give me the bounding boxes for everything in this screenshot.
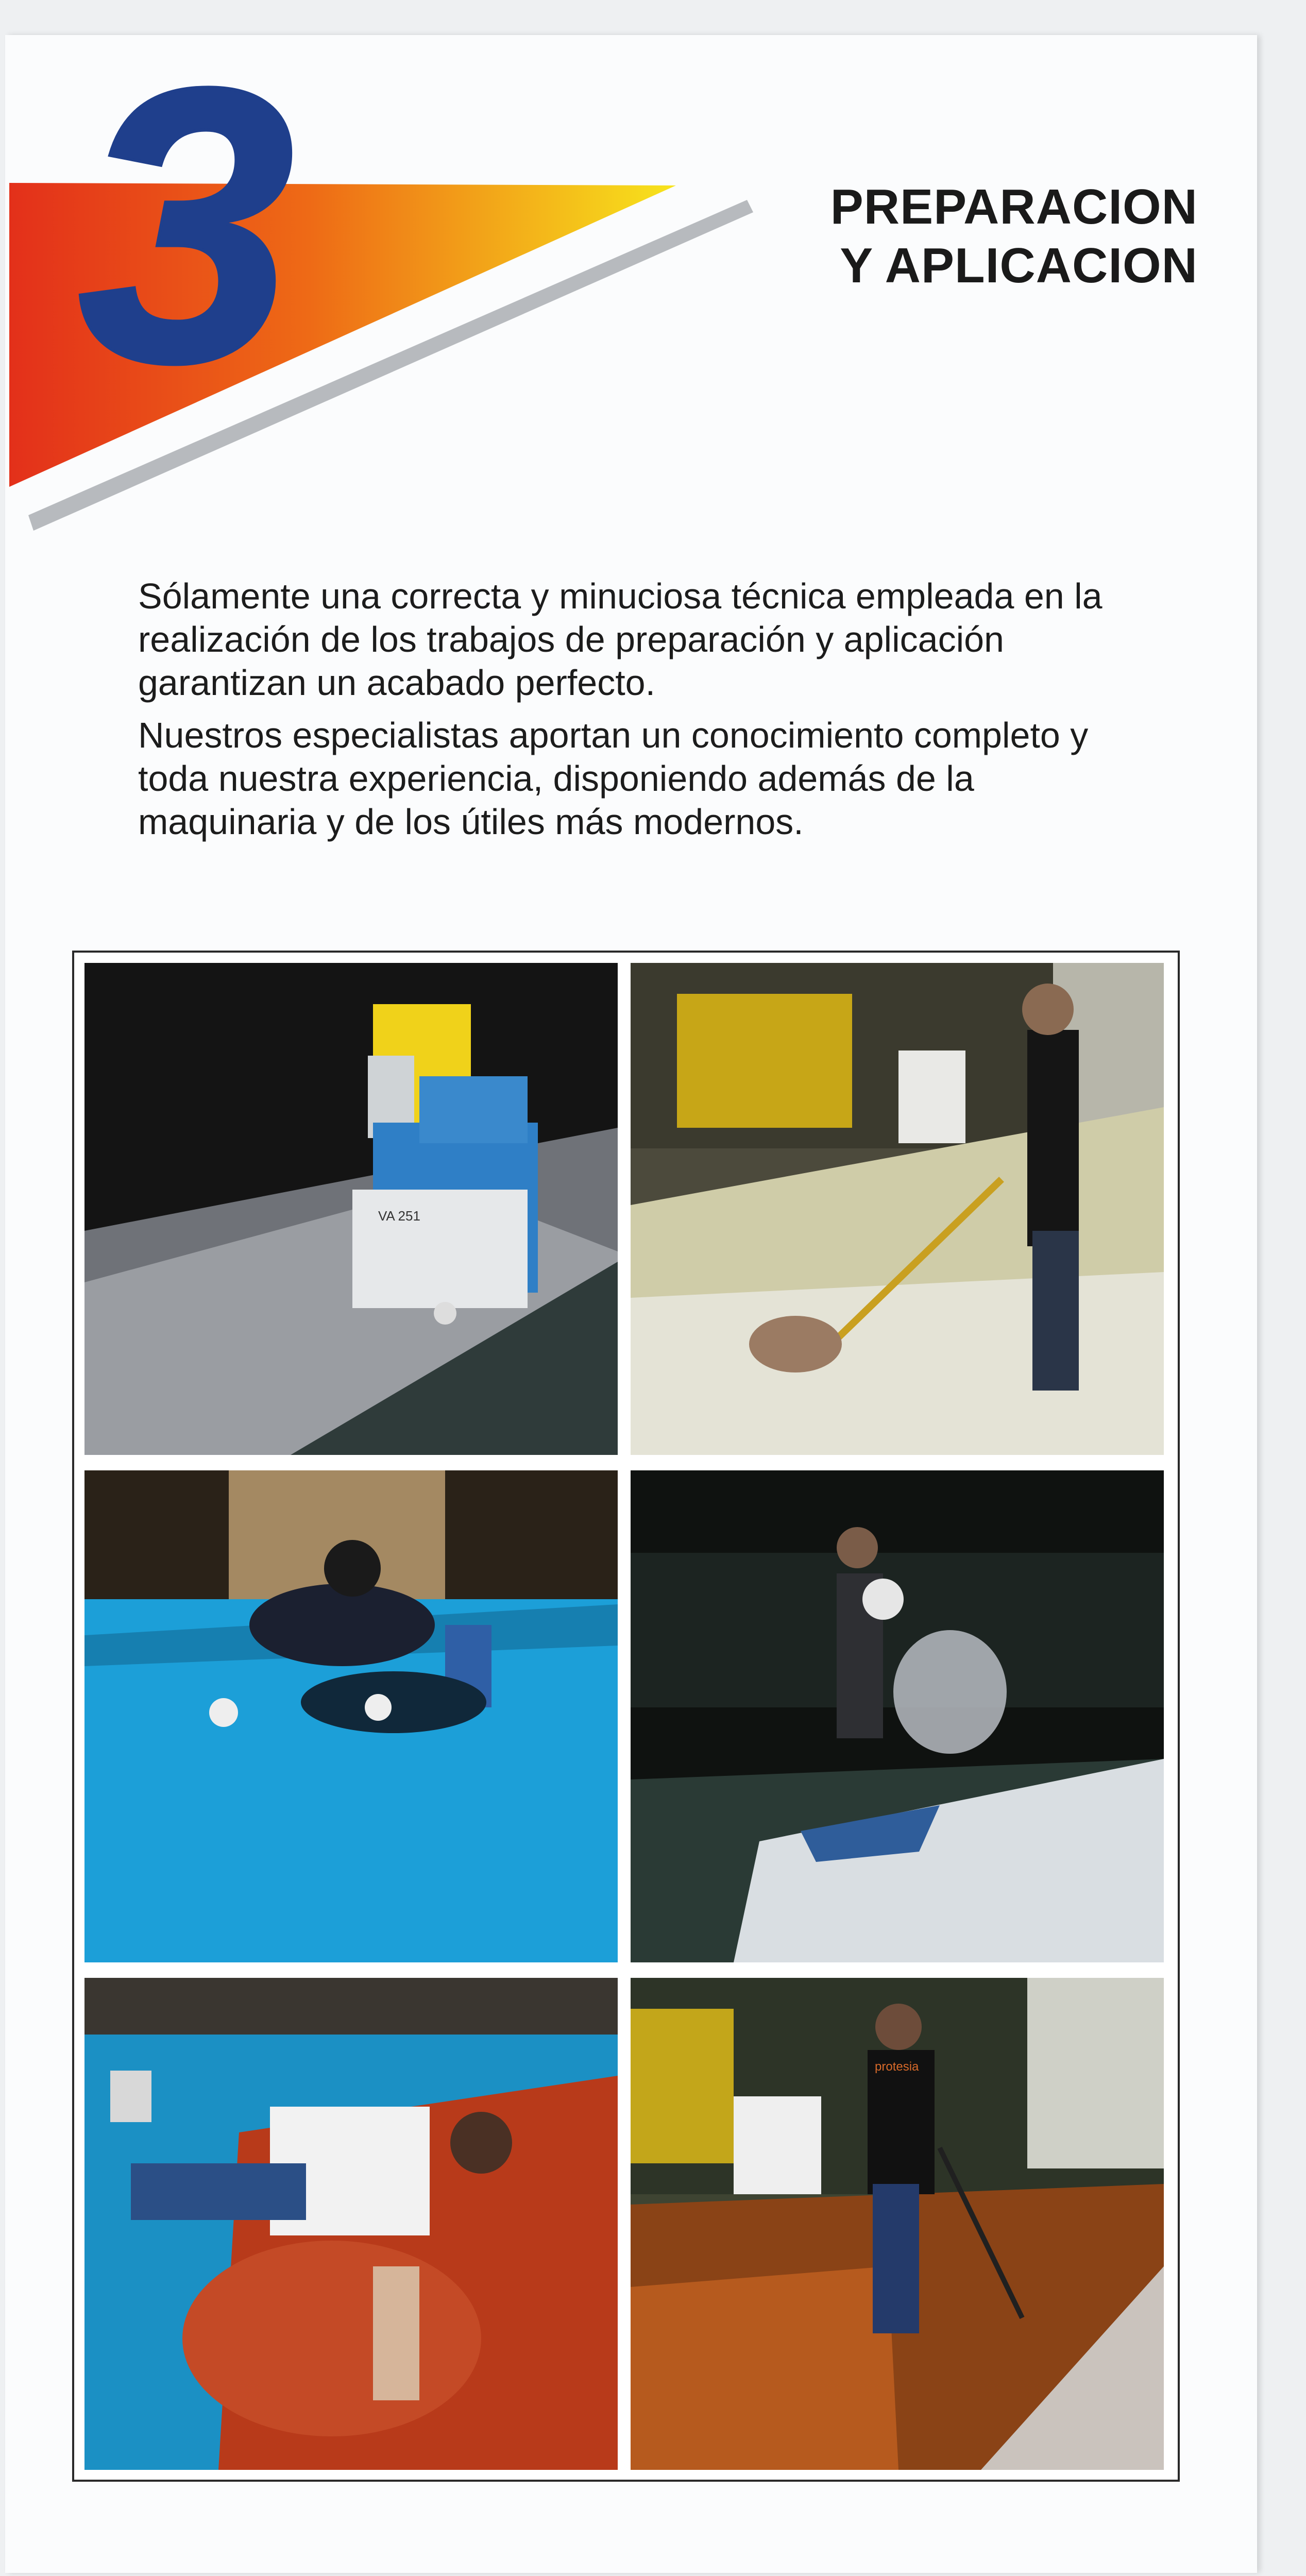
photo-pouring-resin-worker (631, 1470, 1164, 1962)
section-title (830, 178, 1198, 295)
shirt-label: protesia (875, 2060, 919, 2074)
intro-text (138, 574, 1127, 853)
intro-paragraph-2: Nuestros especialistas aportan un conocimiento completo y toda nuestra experiencia, disponiendo además de la maquinaria y de los útiles más modernos. (138, 715, 1089, 842)
photo-blue-coating-kneeling-worker (84, 1470, 618, 1962)
photo-grid (72, 951, 1180, 2482)
photo-floor-polishing-worker (631, 963, 1164, 1455)
section-number: 3 (77, 7, 295, 444)
photo-red-coating-kneeling-worker (84, 1978, 618, 2470)
photo-roller-red-floor-worker (631, 1978, 1164, 2470)
intro-paragraph-1: Sólamente una correcta y minuciosa técnica empleada en la realización de los trabajos de preparación y aplicación garantizan un acabado perfecto. (138, 576, 1103, 703)
title-line-1: PREPARACION (830, 179, 1198, 234)
photo-floor-grinding-machine (84, 963, 618, 1455)
machine-label: VA 251 (378, 1208, 420, 1224)
title-line-2: Y APLICACION (840, 238, 1198, 293)
